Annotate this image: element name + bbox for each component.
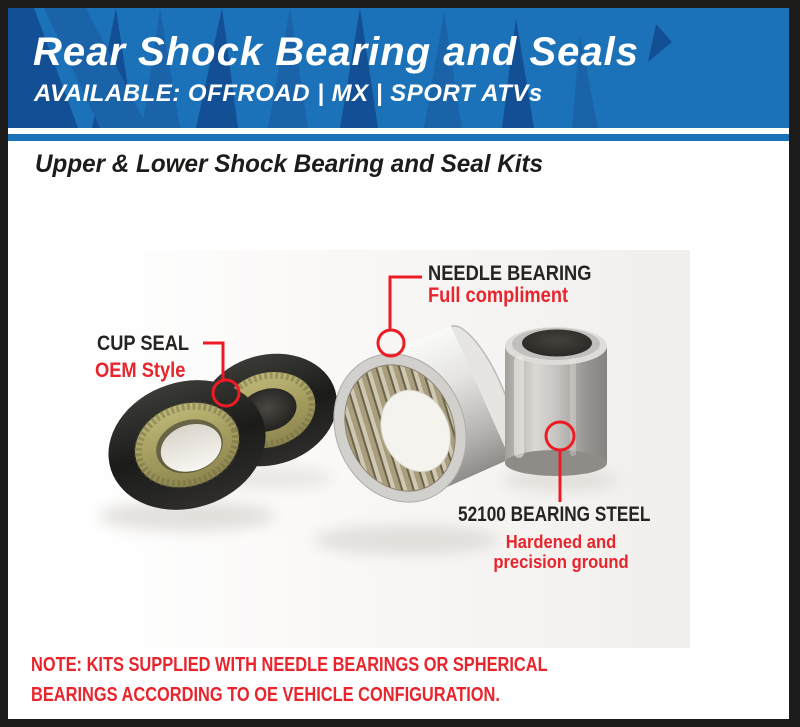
header-title: Rear Shock Bearing and Seals [33, 30, 640, 74]
cup-seal-sublabel: OEM Style [95, 359, 186, 382]
configuration-note [31, 650, 638, 710]
bearing-steel-sublabel [463, 532, 658, 572]
steel-spacer [505, 327, 607, 476]
bearing-steel-sublabel-line2: precision ground [493, 552, 629, 572]
poster-body [8, 8, 789, 719]
needle-bearing-label: NEEDLE BEARING [428, 262, 592, 285]
section-title: Upper & Lower Shock Bearing and Seal Kits [35, 150, 544, 178]
cup-seal-label: CUP SEAL [97, 332, 190, 355]
note-line-2: BEARINGS ACCORDING TO OE VEHICLE CONFIGURATION. [31, 684, 500, 706]
bearing-steel-label: 52100 BEARING STEEL [458, 503, 651, 526]
header-subtitle: AVAILABLE: OFFROAD | MX | SPORT ATVs [34, 80, 543, 107]
needle-bearing-sublabel: Full compliment [428, 284, 569, 307]
note-line-1: NOTE: KITS SUPPLIED WITH NEEDLE BEARINGS OR SPHERICAL [31, 654, 548, 676]
bearing-steel-sublabel-line1: Hardened and [505, 532, 617, 552]
